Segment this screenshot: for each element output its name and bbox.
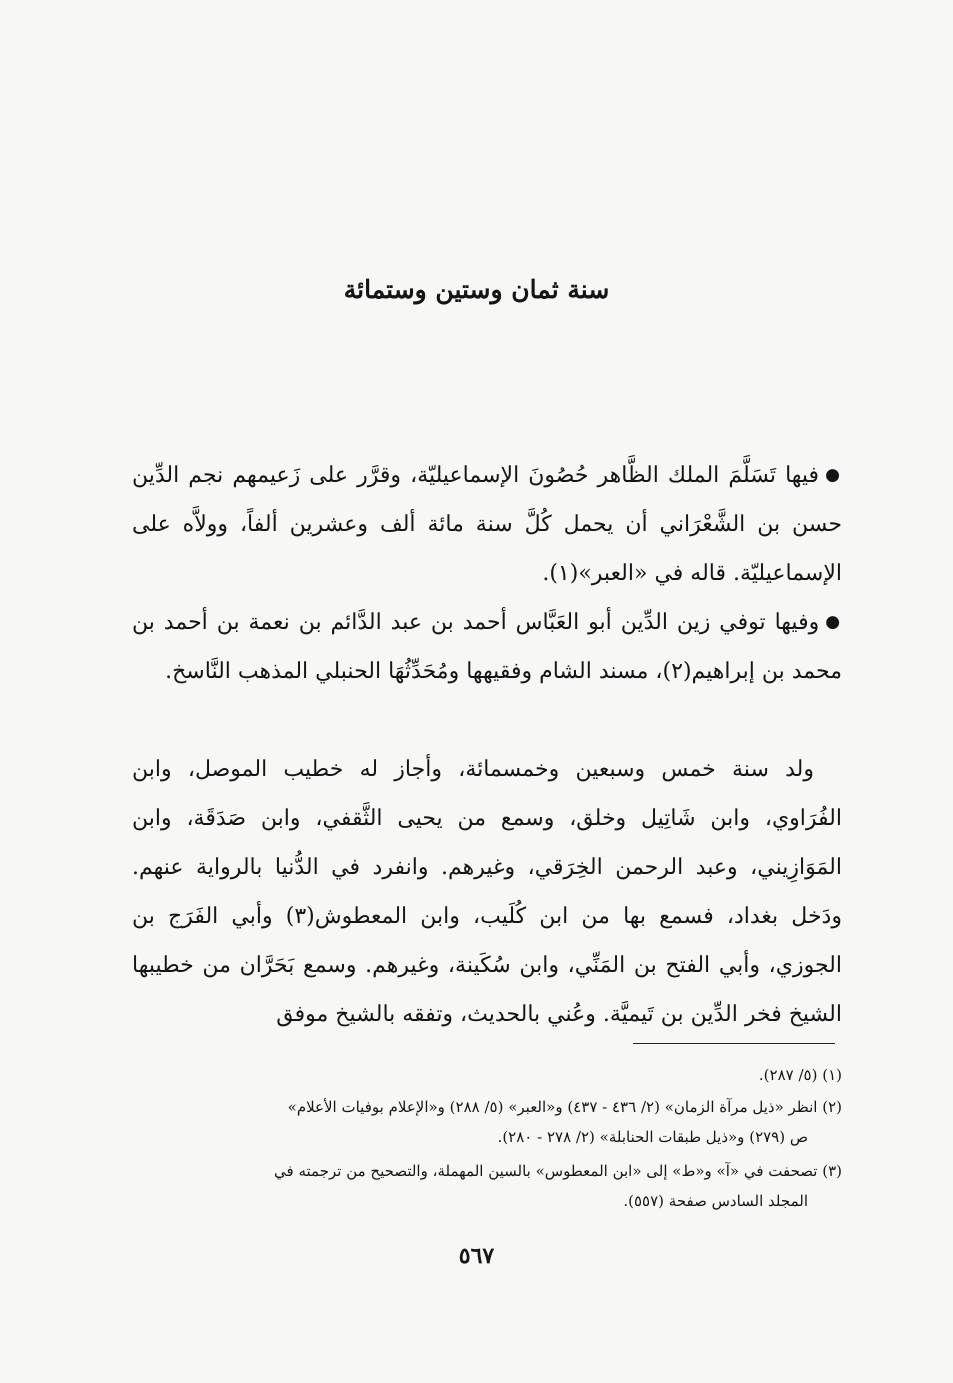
paragraph-2-text: وفيها توفي زين الدِّين أبو العَبَّاس أحمد بن عبد الدَّائم بن نعمة بن أحمد بن محمد بن إبراهيم(٢)، مسند الشام وفقيهها ومُحَدِّثُهَا الحنبلي المذهب النَّاسخ. [132, 610, 842, 684]
footnote-2-line-2: ص (٢٧٩) و«ذيل طبقات الحنابلة» (٢/ ٢٧٨ - ٢٨٠). [497, 1128, 808, 1146]
footnote-3 [118, 1156, 842, 1216]
paragraph-3 [132, 745, 842, 1039]
paragraph-2 [132, 598, 842, 696]
paragraph-3-text: ولد سنة خمس وسبعين وخمسمائة، وأجاز له خطيب الموصل، وابن الفُرَاوي، وابن شَاتِيل وخلق، وسمع من يحيى الثَّقفي، وابن صَدَقَة، وابن المَوَازِيني، وعبد الرحمن الخِرَقي، وغيرهم. وانفرد في الدُّنيا بالرواية عنهم. ودَخل بغداد، فسمع بها من ابن كُلَيب، وابن المعطوش(٣) وأبي الفَرَج بن الجوزي، وأبي الفتح بن المَنِّي، وابن سُكَينة، وغيرهم. وسمع بَحَرَّان من خطيبها الشيخ فخر الدِّين بن تَيميَّة. وعُني بالحديث، وتفقه بالشيخ موفق [132, 757, 842, 1027]
paragraph-1-text: فيها تَسَلَّمَ الملك الظَّاهر حُصُونَ الإسماعيليّة، وقرَّر على زَعيمهم نجم الدِّين حسن بن الشَّعْرَاني أن يحمل كُلَّ سنة مائة ألف وعشرين ألفاً، وولاَّه على الإسماعيليّة. قاله في «العبر»(١). [132, 463, 842, 586]
footnote-2 [118, 1092, 842, 1152]
footnote-3-line-1: (٣) تصحفت في «آ» و«ط» إلى «ابن المعطوس» بالسين المهملة، والتصحيح من ترجمته في [274, 1162, 842, 1180]
page-number: ٥٦٧ [458, 1243, 495, 1269]
footnote-separator [633, 1043, 835, 1044]
section-heading: سنة ثمان وستين وستمائة [343, 275, 610, 304]
paragraph-1 [132, 451, 842, 598]
footnote-2-line-1: (٢) انظر «ذيل مرآة الزمان» (٢/ ٤٣٦ - ٤٣٧) و«العبر» (٥/ ٢٨٨) و«الإعلام بوفيات الأعلام» [287, 1098, 842, 1116]
bullet-icon: ● [825, 612, 842, 632]
footnote-1: (١) (٥/ ٢٨٧). [758, 1066, 842, 1084]
footnote-3-line-2: المجلد السادس صفحة (٥٥٧). [623, 1192, 808, 1210]
bullet-icon: ● [825, 465, 842, 485]
